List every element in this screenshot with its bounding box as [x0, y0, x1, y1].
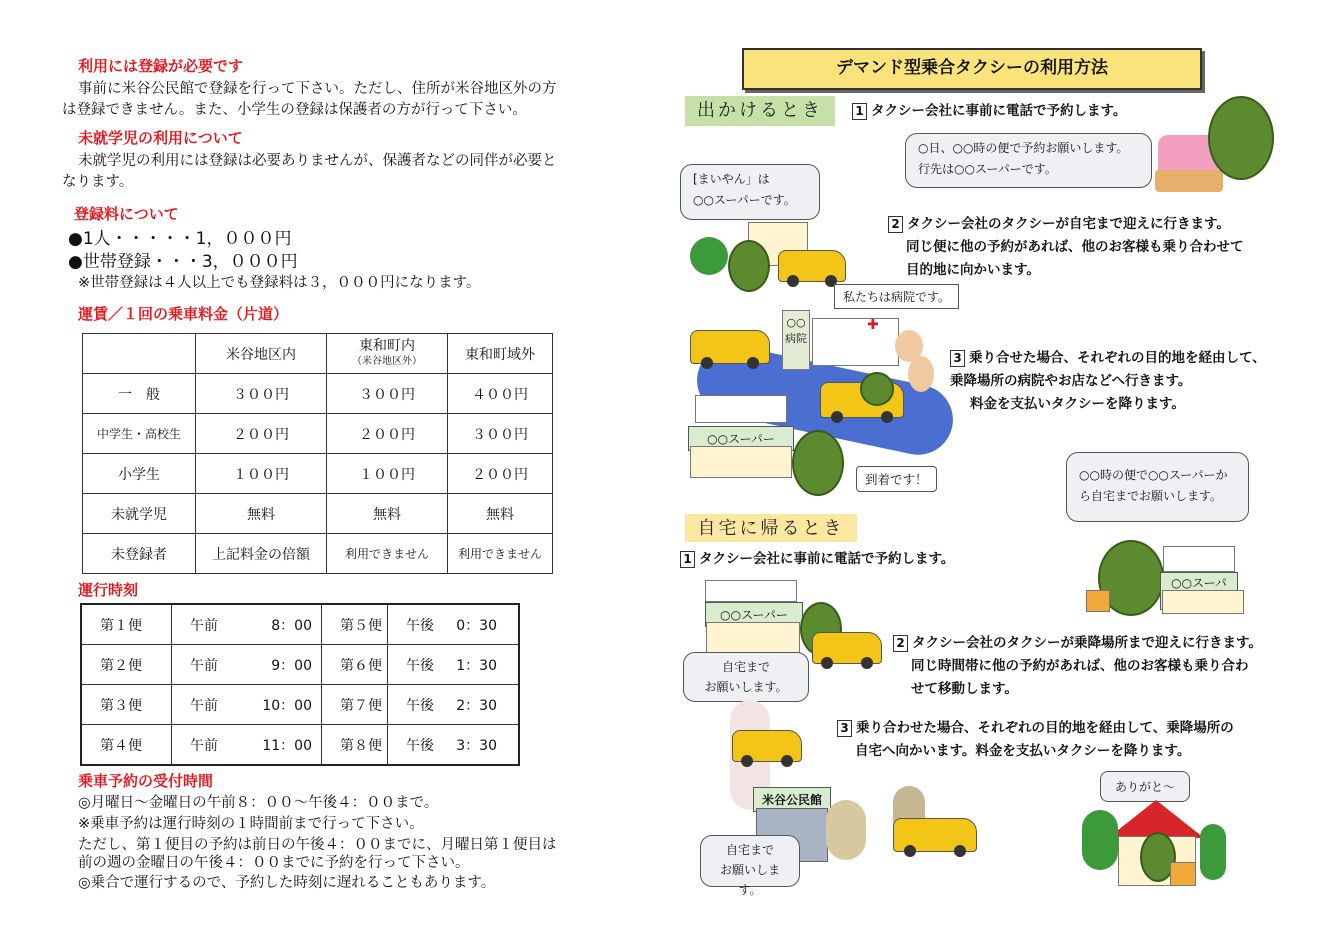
step-number: 3: [950, 350, 965, 367]
table-row: [83, 414, 553, 454]
step-text: 同じ便に他の予約があれば、他のお客様も乗り合わせて: [906, 239, 1244, 255]
child-text-2: なります。: [62, 174, 134, 190]
schedule-cell: 第７便: [322, 685, 388, 725]
child-text-1: 未就学児の利用には登録は必要ありませんが、保護者などの同伴が必要と: [78, 153, 557, 169]
fare-cell: 未登録者: [83, 534, 196, 574]
shopping-bag-icon: [1086, 590, 1110, 612]
fare-cell: 小学生: [83, 454, 196, 494]
bubble-line: ら自宅までお願いします。: [1079, 489, 1223, 503]
step-number: 2: [893, 635, 908, 652]
home-step-1: [680, 548, 954, 571]
fare-cell: 利用できません: [448, 534, 553, 574]
fare-cell: 上記料金の倍額: [196, 534, 327, 574]
step-text: タクシー会社のタクシーが乗降場所まで迎えに行きます。: [912, 635, 1262, 651]
supermarket-building-icon: [690, 446, 792, 478]
go-out-tag: 出かけるとき: [685, 96, 835, 126]
fare-cell: 無料: [196, 494, 327, 534]
schedule-cell: [388, 645, 520, 685]
fare-cell: ３００円: [327, 374, 448, 414]
taxi-icon: [732, 730, 802, 762]
fare-cell: １００円: [196, 454, 327, 494]
supermarket-sign: ○○スーパー: [688, 426, 794, 451]
bubble-line: お願いします。: [719, 863, 780, 897]
table-row: [81, 604, 519, 645]
schedule-ampm: 午後: [406, 697, 434, 714]
schedule-cell: [172, 685, 322, 725]
red-cross-icon: ✚: [867, 317, 879, 333]
fare-cell: ３００円: [448, 414, 553, 454]
step-number: 1: [852, 103, 867, 120]
table-icon: [1155, 170, 1223, 192]
fare-header-towa-sub: （米谷地区外）: [352, 355, 422, 367]
booking-line-1: ◎月曜日～金曜日の午前８：００～午後４：００まで。: [78, 795, 439, 811]
fare-header-outside: 東和町域外: [448, 334, 553, 374]
bubble-line: 自宅まで: [721, 660, 770, 674]
step-number: 3: [837, 720, 852, 737]
schedule-cell: [172, 645, 322, 685]
taxi-icon: [690, 330, 770, 364]
child-heading: 未就学児の利用について: [78, 129, 243, 147]
bubble-line: 自宅まで: [725, 843, 774, 857]
fee-heading: 登録料について: [74, 205, 179, 223]
maiyan-speech-bubble: [680, 164, 820, 220]
fare-cell: ４００円: [448, 374, 553, 414]
step-text: タクシー会社に事前に電話で予約します。: [699, 551, 955, 567]
schedule-cell: 第５便: [322, 604, 388, 645]
fare-cell: ２００円: [196, 414, 327, 454]
registration-heading: 利用には登録が必要です: [78, 57, 244, 75]
fare-header-yomagi: 米谷地区内: [196, 334, 327, 374]
schedule-cell: 第３便: [81, 685, 172, 725]
fare-header-empty: [83, 334, 196, 374]
home-step-2: [893, 632, 1262, 701]
step-text: タクシー会社に事前に電話で予約します。: [871, 103, 1127, 119]
booking-line-5: ◎乗合で運行するので、予約した時刻に遅れることもあります。: [78, 875, 496, 891]
schedule-time: 1：30: [456, 657, 497, 674]
fee-note: ※世帯登録は４人以上でも登録料は３，０００円になります。: [78, 275, 481, 291]
step-number: 1: [680, 551, 695, 568]
home-speech-bubble-2: [700, 835, 800, 897]
taxi-icon: [812, 632, 882, 664]
step-text: 乗り合わせた場合、それぞれの目的地を経由して、乗降場所の: [856, 720, 1234, 736]
hospital-sign: ○○病院: [782, 310, 810, 370]
step-text: せて移動します。: [911, 681, 1018, 697]
schedule-ampm: 午前: [190, 697, 218, 714]
fare-heading: 運賃／１回の乗車料金（片道）: [78, 305, 289, 323]
registration-text-1: 事前に米谷公民館で登録を行って下さい。ただし、住所が米谷地区外の方: [78, 81, 557, 97]
step-text: 同じ時間帯に他の予約があれば、他のお客様も乗り合わ: [911, 658, 1249, 674]
schedule-time: 9：00: [271, 657, 312, 674]
schedule-cell: [172, 604, 322, 645]
taxi-icon: [778, 250, 846, 282]
return-speech-bubble: [1066, 452, 1249, 522]
thanks-speech-label: ありがと～: [1100, 771, 1190, 802]
hospital-speech-label: 私たちは病院です。: [834, 284, 959, 309]
fare-header-towa-main: 東和町内: [359, 337, 415, 354]
schedule-cell: [172, 725, 322, 766]
step-text: タクシー会社のタクシーが自宅まで迎えに行きます。: [907, 216, 1230, 232]
schedule-cell: 第４便: [81, 725, 172, 766]
schedule-cell: [388, 604, 520, 645]
schedule-ampm: 午前: [190, 737, 218, 754]
taxi-icon: [893, 818, 977, 852]
schedule-time: 0：30: [456, 617, 497, 634]
return-home-tag: 自宅に帰るとき: [685, 514, 857, 542]
tree-icon: [1200, 824, 1226, 880]
mascot-icon: [728, 240, 770, 292]
bubble-line: お願いします。: [704, 680, 788, 694]
table-row: [81, 725, 519, 766]
bubble-line: [まいやん」は: [693, 172, 770, 186]
table-row: [83, 454, 553, 494]
schedule-time: 10：00: [262, 697, 312, 714]
food-sign-icon: [695, 395, 787, 423]
schedule-ampm: 午後: [406, 617, 434, 634]
schedule-ampm: 午後: [406, 657, 434, 674]
booking-line-3: ただし、第１便目の予約は前日の午後４：００までに、月曜日第１便目は: [78, 837, 557, 853]
fare-cell: 未就学児: [83, 494, 196, 534]
bubble-line: ○日、○○時の便で予約お願いします。: [918, 141, 1129, 155]
schedule-ampm: 午前: [190, 617, 218, 634]
booking-line-4: 前の週の金曜日の午後４：００までに予約を行って下さい。: [78, 855, 470, 871]
schedule-table: [80, 603, 520, 766]
step-text: 乗降場所の病院やお店などへ行きます。: [950, 373, 1192, 389]
food-sign-icon: [705, 580, 797, 602]
registration-text-2: は登録できません。また、小学生の登録は保護者の方が行って下さい。: [62, 102, 527, 118]
table-row: [83, 534, 553, 574]
person-icon: [908, 356, 934, 392]
table-row: [81, 645, 519, 685]
mascot-icon: [1208, 96, 1274, 180]
schedule-cell: [388, 685, 520, 725]
arrived-speech-label: 到着です！: [856, 466, 937, 492]
tree-icon: [690, 237, 728, 275]
phone-speech-bubble: [905, 133, 1152, 188]
kominkan-sign: 米谷公民館: [753, 787, 831, 812]
food-sign-icon: [1163, 546, 1235, 572]
page-title: デマンド型乗合タクシーの利用方法: [742, 48, 1202, 90]
step-text: 乗り合せた場合、それぞれの目的地を経由して、: [969, 350, 1266, 366]
bubble-line: 行先は○○スーパーです。: [918, 162, 1057, 176]
schedule-ampm: 午後: [406, 737, 434, 754]
fare-cell: ３００円: [196, 374, 327, 414]
schedule-cell: [388, 725, 520, 766]
schedule-cell: 第１便: [81, 604, 172, 645]
schedule-cell: 第６便: [322, 645, 388, 685]
schedule-cell: 第２便: [81, 645, 172, 685]
step-text: 料金を支払いタクシーを降ります。: [970, 396, 1185, 412]
fare-header-towa: [327, 334, 448, 374]
step-text: 目的地に向かいます。: [906, 262, 1040, 278]
booking-heading: 乗車予約の受付時間: [78, 772, 214, 790]
table-row: [81, 685, 519, 725]
step-text: 自宅へ向かいます。料金を支払いタクシーを降ります。: [855, 743, 1191, 759]
home-step-3: [837, 717, 1234, 763]
fare-cell: ２００円: [448, 454, 553, 494]
supermarket-building-icon: [706, 622, 800, 654]
supermarket-sign: ○○スーパー: [705, 602, 803, 627]
go-step-2: [888, 213, 1244, 282]
step-number: 2: [888, 216, 903, 233]
bubble-line: ○○スーパーです。: [693, 193, 796, 207]
home-speech-bubble-1: [683, 652, 809, 702]
fare-cell: 一 般: [83, 374, 196, 414]
table-row: [83, 494, 553, 534]
mascot-icon: [792, 430, 844, 496]
fare-cell: 無料: [448, 494, 553, 534]
fare-cell: 無料: [327, 494, 448, 534]
bubble-line: ○○時の便で○○スーパーか: [1079, 468, 1228, 482]
supermarket-building-icon: [1162, 590, 1244, 614]
fare-cell: 中学生・高校生: [83, 414, 196, 454]
table-row: [83, 374, 553, 414]
fee-line-1: ●1人・・・・・1，０００円: [68, 229, 292, 249]
fee-line-2: ●世帯登録・・・3，０００円: [68, 252, 298, 272]
schedule-cell: 第８便: [322, 725, 388, 766]
go-step-3: [950, 347, 1266, 416]
hospital-building-icon: [812, 318, 899, 366]
schedule-time: 8：00: [271, 617, 312, 634]
mascot-icon: [860, 372, 894, 406]
fare-cell: ２００円: [327, 414, 448, 454]
fare-cell: 利用できません: [327, 534, 448, 574]
schedule-ampm: 午前: [190, 657, 218, 674]
schedule-time: 11：00: [262, 737, 312, 754]
schedule-time: 2：30: [456, 697, 497, 714]
schedule-heading: 運行時刻: [78, 581, 139, 599]
go-step-1: [852, 100, 1126, 123]
fare-cell: １００円: [327, 454, 448, 494]
booking-line-2: ※乗車予約は運行時刻の１時間前まで行って下さい。: [78, 816, 424, 832]
tree-icon: [1082, 810, 1118, 870]
supermarket-sign: ○○スーパ: [1160, 572, 1238, 610]
schedule-time: 3：30: [456, 737, 497, 754]
fare-table: [82, 333, 553, 574]
shopping-bag-icon: [1170, 862, 1196, 886]
elderly-person-icon: [826, 800, 866, 860]
